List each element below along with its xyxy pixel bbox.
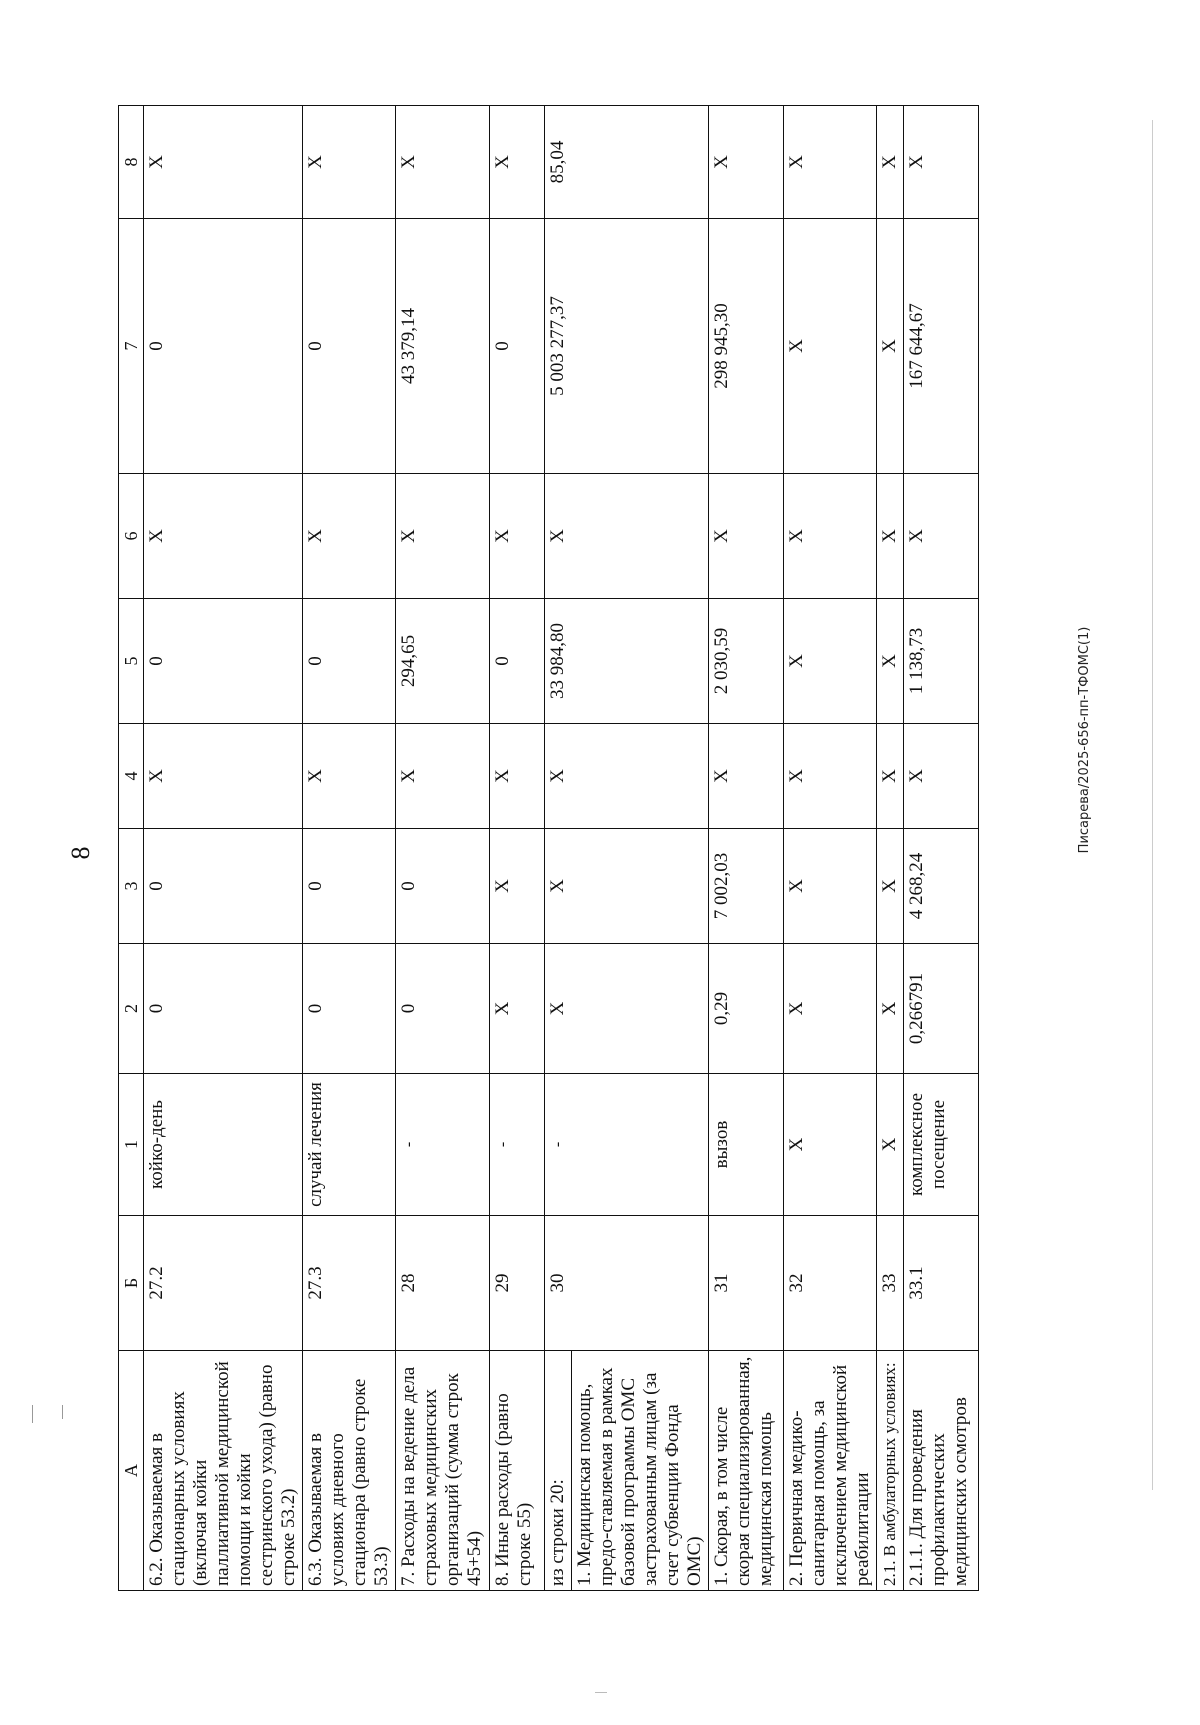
value-cell: 0,29: [709, 944, 784, 1074]
value-cell: Х: [490, 106, 545, 219]
row-number-cell: 30: [545, 1216, 709, 1351]
value-cell: 4 268,24: [904, 829, 979, 944]
unit-cell: случай лечения: [303, 1074, 396, 1216]
row-label-cell: 6.3. Оказываемая в условиях дневного стационара (равно строке 53.3): [303, 1351, 396, 1591]
header-cell: 3: [119, 829, 144, 944]
value-cell: 5 003 277,37: [545, 219, 709, 474]
value-cell: Х: [709, 724, 784, 829]
value-cell: Х: [877, 944, 904, 1074]
table-row: [545, 106, 709, 1591]
row-number-cell: 33: [877, 1216, 904, 1351]
value-cell: 33 984,80: [545, 599, 709, 724]
table-row: [877, 106, 904, 1591]
row-label-cell: [545, 1351, 709, 1591]
value-cell: Х: [904, 106, 979, 219]
value-cell: Х: [396, 106, 490, 219]
unit-cell: Х: [784, 1074, 877, 1216]
header-cell: 4: [119, 724, 144, 829]
row-label-cell: 2.1. В амбулаторных условиях:: [877, 1351, 904, 1591]
row-number-cell: 28: [396, 1216, 490, 1351]
row-label-cell: 8. Иные расходы (равно строке 55): [490, 1351, 545, 1591]
header-cell: А: [119, 1351, 144, 1591]
value-cell: 0: [144, 829, 303, 944]
table-row: [396, 106, 490, 1591]
value-cell: 2 030,59: [709, 599, 784, 724]
value-cell: Х: [904, 724, 979, 829]
value-cell: Х: [784, 474, 877, 599]
row-number-cell: 27.3: [303, 1216, 396, 1351]
header-cell: 1: [119, 1074, 144, 1216]
header-cell: 8: [119, 106, 144, 219]
row-label-cell: 6.2. Оказываемая в стационарных условиях (включая койки паллиативной медицинской помощи и койки сестринского ухода) (равно строке 53.2): [144, 1351, 303, 1591]
row-label-cell: 7. Расходы на ведение дела страховых медицинских организаций (сумма строк 45+54): [396, 1351, 490, 1591]
row-number-cell: 27.2: [144, 1216, 303, 1351]
value-cell: 0: [490, 599, 545, 724]
table-row: [709, 106, 784, 1591]
value-cell: 0: [303, 219, 396, 474]
value-cell: Х: [144, 474, 303, 599]
value-cell: Х: [144, 724, 303, 829]
header-cell: 6: [119, 474, 144, 599]
row-number-cell: 29: [490, 1216, 545, 1351]
table-row: [784, 106, 877, 1591]
value-cell: 1 138,73: [904, 599, 979, 724]
value-cell: Х: [490, 944, 545, 1074]
page-number: 8: [66, 846, 95, 860]
value-cell: 294,65: [396, 599, 490, 724]
value-cell: Х: [303, 724, 396, 829]
value-cell: Х: [784, 106, 877, 219]
table-row: [303, 106, 396, 1591]
row-label-text: 1. Медицинская помощь, предо-ставляемая в рамках базовой программы ОМС застрахованным лицам (за счет субвенции Фонда ОМС): [574, 1367, 705, 1586]
value-cell: Х: [709, 106, 784, 219]
value-cell: Х: [709, 474, 784, 599]
value-cell: Х: [784, 724, 877, 829]
value-cell: 167 644,67: [904, 219, 979, 474]
value-cell: Х: [877, 474, 904, 599]
unit-cell: -: [396, 1074, 490, 1216]
row-number-cell: 33.1: [904, 1216, 979, 1351]
header-cell: 2: [119, 944, 144, 1074]
table-row: [490, 106, 545, 1591]
value-cell: Х: [784, 944, 877, 1074]
value-cell: 0: [144, 944, 303, 1074]
header-cell: Б: [119, 1216, 144, 1351]
value-cell: Х: [877, 219, 904, 474]
header-cell: 5: [119, 599, 144, 724]
footer-document-id: Писарева/2025-656-пп-ТФОМС(1): [1077, 626, 1092, 854]
value-cell: 0: [144, 219, 303, 474]
row-number-cell: 32: [784, 1216, 877, 1351]
row-label-cell: 2. Первичная медико-санитарная помощь, за исключением медицинской реабилитации: [784, 1351, 877, 1591]
value-cell: Х: [904, 474, 979, 599]
value-cell: Х: [545, 829, 709, 944]
value-cell: 0: [396, 829, 490, 944]
data-table: [118, 105, 979, 1591]
scan-mark: [32, 1405, 33, 1423]
value-cell: Х: [545, 724, 709, 829]
table-header-row: [119, 106, 144, 1591]
value-cell: Х: [877, 829, 904, 944]
value-cell: Х: [490, 724, 545, 829]
scan-edge-line: [1152, 120, 1153, 1490]
row-number-cell: 31: [709, 1216, 784, 1351]
row-label-cell: 2.1.1. Для проведения профилактических медицинских осмотров: [904, 1351, 979, 1591]
value-cell: Х: [490, 829, 545, 944]
unit-cell: -: [545, 1074, 709, 1216]
value-cell: 0,266791: [904, 944, 979, 1074]
value-cell: 0: [303, 829, 396, 944]
value-cell: 298 945,30: [709, 219, 784, 474]
unit-cell: Х: [877, 1074, 904, 1216]
value-cell: Х: [490, 474, 545, 599]
value-cell: Х: [877, 599, 904, 724]
unit-cell: -: [490, 1074, 545, 1216]
value-cell: 85,04: [545, 106, 709, 219]
value-cell: Х: [396, 724, 490, 829]
scan-mark: [62, 1405, 63, 1419]
value-cell: Х: [877, 106, 904, 219]
value-cell: 0: [396, 944, 490, 1074]
table-row: [904, 106, 979, 1591]
value-cell: 0: [144, 599, 303, 724]
value-cell: Х: [545, 944, 709, 1074]
scan-mark: [595, 1692, 607, 1693]
table-container: [118, 106, 1013, 1591]
value-cell: 7 002,03: [709, 829, 784, 944]
value-cell: Х: [784, 219, 877, 474]
header-cell: 7: [119, 219, 144, 474]
row-label-cell: 1. Скорая, в том числе скорая специализированная, медицинская помощь: [709, 1351, 784, 1591]
value-cell: 43 379,14: [396, 219, 490, 474]
value-cell: Х: [144, 106, 303, 219]
value-cell: 0: [490, 219, 545, 474]
value-cell: Х: [784, 599, 877, 724]
section-caption: из строки 20:: [545, 1351, 572, 1590]
value-cell: Х: [877, 724, 904, 829]
unit-cell: вызов: [709, 1074, 784, 1216]
unit-cell: койко-день: [144, 1074, 303, 1216]
value-cell: 0: [303, 599, 396, 724]
value-cell: Х: [396, 474, 490, 599]
value-cell: Х: [784, 829, 877, 944]
value-cell: Х: [545, 474, 709, 599]
table-row: [144, 106, 303, 1591]
unit-cell: комплексное посещение: [904, 1074, 979, 1216]
value-cell: 0: [303, 944, 396, 1074]
value-cell: Х: [303, 474, 396, 599]
value-cell: Х: [303, 106, 396, 219]
